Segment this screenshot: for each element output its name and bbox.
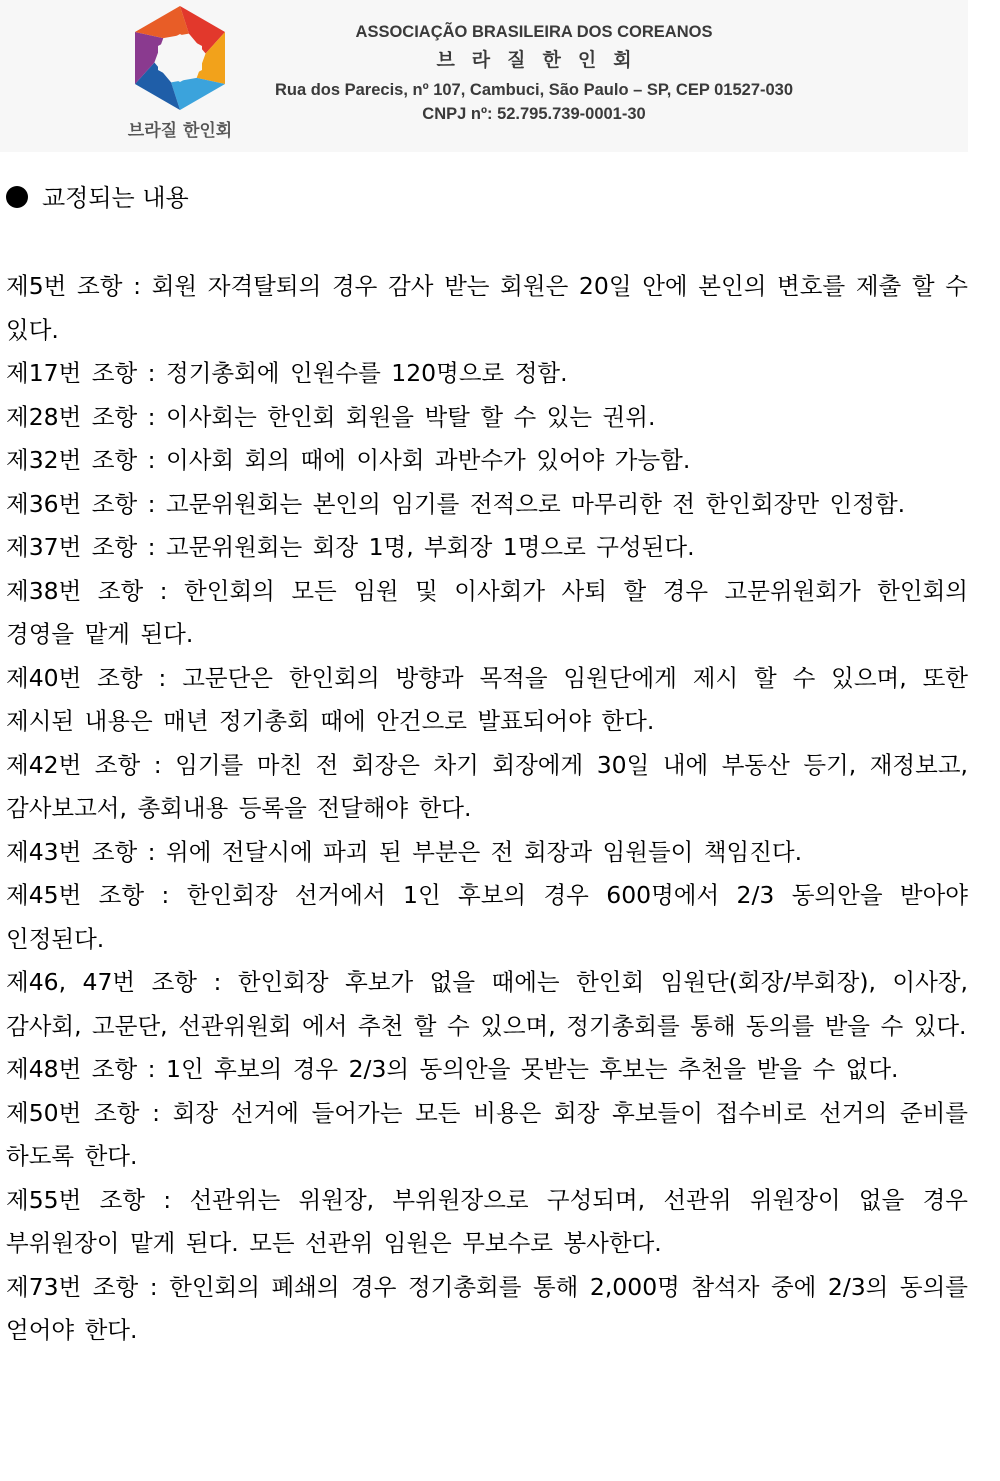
clause: 제28번 조항 : 이사회는 한인회 회원을 박탈 할 수 있는 권위. bbox=[6, 402, 656, 431]
section-heading-text: 교정되는 내용 bbox=[42, 184, 189, 212]
clause: 제5번 조항 : 회원 자격탈퇴의 경우 감사 받는 회원은 20일 안에 본인의 변호를 제출 할 수 있다. bbox=[6, 272, 968, 344]
clause: 제36번 조항 : 고문위원회는 본인의 임기를 전적으로 마무리한 전 한인회장만 인정함. bbox=[6, 489, 906, 518]
clause: 제17번 조항 : 정기총회에 인원수를 120명으로 정함. bbox=[6, 359, 568, 387]
clause: 제38번 조항 : 한인회의 모든 임원 및 이사회가 사퇴 할 경우 고문위원회가 한인회의 경영을 맡게 된다. bbox=[6, 576, 968, 648]
amendments-list bbox=[6, 265, 968, 1353]
clause: 제37번 조항 : 고문위원회는 회장 1명, 부회장 1명으로 구성된다. bbox=[6, 533, 695, 561]
clause: 제73번 조항 : 한인회의 폐쇄의 경우 정기총회를 통해 2,000명 참석자 중에 2/3의 동의를 얻어야 한다. bbox=[6, 1272, 968, 1344]
bullet-icon bbox=[6, 186, 28, 208]
clause: 제55번 조항 : 선관위는 위원장, 부위원장으로 구성되며, 선관위 위원장이 없을 경우 부위원장이 맡게 된다. 모든 선관위 임원은 무보수로 봉사한다. bbox=[6, 1185, 968, 1257]
letterhead bbox=[0, 0, 968, 152]
organization-name-korean: 브라질한인회 bbox=[436, 50, 649, 71]
clause: 제46, 47번 조항 : 한인회장 후보가 없을 때에는 한인회 임원단(회장/부회장), 이사장, 감사회, 고문단, 선관위원회 에서 추천 할 수 있으며, 정기총회를 통해 동의를 받을 수 있다. bbox=[6, 968, 968, 1040]
organization-info bbox=[258, 20, 810, 126]
clause: 제32번 조항 : 이사회 회의 때에 이사회 과반수가 있어야 가능함. bbox=[6, 446, 691, 474]
logo-segment bbox=[171, 78, 225, 110]
association-logo bbox=[118, 4, 242, 144]
organization-name: ASSOCIAÇÃO BRASILEIRA DOS COREANOS bbox=[355, 23, 713, 41]
hexagon-logo-icon bbox=[122, 4, 238, 114]
clause: 제40번 조항 : 고문단은 한인회의 방향과 목적을 임원단에게 제시 할 수 있으며, 또한 제시된 내용은 매년 정기총회 때에 안건으로 발표되어야 한다. bbox=[6, 663, 968, 735]
clause: 제45번 조항 : 한인회장 선거에서 1인 후보의 경우 600명에서 2/3 동의안을 받아야 인정된다. bbox=[6, 881, 968, 953]
logo-segment bbox=[135, 6, 189, 38]
logo-caption: 브라질 한인회 bbox=[127, 121, 233, 141]
clause: 제48번 조항 : 1인 후보의 경우 2/3의 동의안을 못받는 후보는 추천을 받을 수 없다. bbox=[6, 1055, 899, 1083]
clause: 제42번 조항 : 임기를 마친 전 회장은 차기 회장에게 30일 내에 부동산 등기, 재정보고, 감사보고서, 총회내용 등록을 전달해야 한다. bbox=[6, 750, 968, 822]
clause: 제50번 조항 : 회장 선거에 들어가는 모든 비용은 회장 후보들이 접수비로 선거의 준비를 하도록 한다. bbox=[6, 1098, 968, 1170]
organization-cnpj: CNPJ nº: 52.795.739-0001-30 bbox=[422, 105, 646, 123]
clause: 제43번 조항 : 위에 전달시에 파괴 된 부분은 전 회장과 임원들이 책임진다. bbox=[6, 837, 803, 866]
section-heading bbox=[6, 181, 189, 215]
organization-address: Rua dos Parecis, nº 107, Cambuci, São Paulo – SP, CEP 01527-030 bbox=[274, 81, 794, 99]
